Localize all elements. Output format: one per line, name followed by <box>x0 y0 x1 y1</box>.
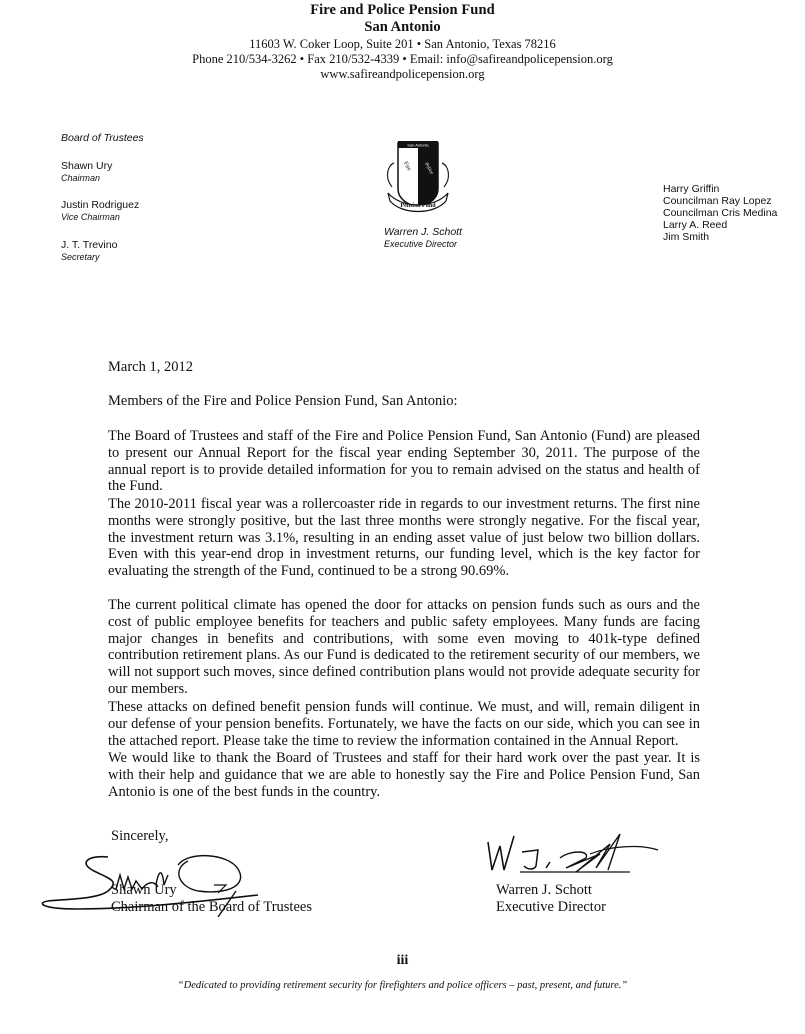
signer-title: Executive Director <box>496 899 606 915</box>
trustee-name: Harry Griffin <box>663 183 720 195</box>
trustee-name: Larry A. Reed <box>663 219 728 231</box>
letter-paragraph: The Board of Trustees and staff of the Fire and Police Pension Fund, San Antonio (Fund) are pleased to present our Annual Report for the fiscal year ending September 30, 2011. The purpose of the annual report is to provide detailed information for you to remain advised on the status and health of the Fund. <box>108 428 700 495</box>
letter-paragraph: We would like to thank the Board of Trustees and staff for their hard work over the past year. It is with their help and guidance that we are able to honestly say the Fire and Police Pension Fund, San Antonio is one of the best funds in the country. <box>108 750 700 800</box>
footer-motto: “Dedicated to providing retirement security for firefighters and police officers – past, present, and future.” <box>177 980 628 991</box>
trustee-name: Councilman Ray Lopez <box>663 195 772 207</box>
executive-director-block <box>384 226 462 250</box>
letter-paragraph: These attacks on defined benefit pension funds will continue. We must, and will, remain diligent in our defense of your pension benefits. Fortunately, we have the facts on our side, which you can see in the attached report. Please take the time to review the information contained in the Annual Report. <box>108 699 700 749</box>
board-officer <box>61 239 117 263</box>
officer-role: Secretary <box>61 252 100 262</box>
org-contact: Phone 210/534-3262 • Fax 210/532-4339 • Email: info@safireandpolicepension.org <box>192 52 613 66</box>
letter-paragraph: The current political climate has opened the door for attacks on pension funds such as ours and the cost of public employee benefits for teachers and public safety employees. Many funds are facing major changes in benefits and contributions, with some even moving to 401k-type defined contribution retirement plans. As our Fund is dedicated to the retirement security of our members, we will not support such moves, since defined contribution plans would not provide adequate security for our members. <box>108 597 700 697</box>
officer-name: Shawn Ury <box>61 160 113 172</box>
signer-title: Chairman of the Board of Trustees <box>111 899 312 915</box>
executive-director-signature <box>480 828 660 878</box>
letter-paragraph: The 2010-2011 fiscal year was a rollercoaster ride in regards to our investment returns. The first nine months were strongly positive, but the last three months were strongly negative. For the fiscal year, the investment return was 3.1%, resulting in an ending asset value of just below two billion dollars. Even with this year-end drop in investment returns, our funding level, which is the key factor for evaluating the strength of the Fund, continued to be a strong 90.69%. <box>108 496 700 580</box>
board-officer <box>61 199 139 223</box>
org-website: www.safireandpolicepension.org <box>320 67 485 81</box>
officer-role: Chairman <box>61 173 101 183</box>
org-city: San Antonio <box>364 19 441 35</box>
page-number: iii <box>396 953 409 968</box>
trustee-list <box>663 183 777 243</box>
letter-date: March 1, 2012 <box>108 359 193 375</box>
org-name: Fire and Police Pension Fund <box>310 2 495 18</box>
signer-name: Warren J. Schott <box>496 882 592 898</box>
signer-name: Shawn Ury <box>111 882 177 898</box>
officer-role: Vice Chairman <box>61 212 120 222</box>
officer-name: Justin Rodriguez <box>61 199 140 211</box>
signer-chairman <box>111 882 312 916</box>
crest-top-text: San Antonio <box>407 142 429 148</box>
signer-executive-director <box>496 882 606 916</box>
officer-name: J. T. Trevino <box>61 239 118 251</box>
executive-name: Warren J. Schott <box>384 226 463 238</box>
trustee-name: Councilman Cris Medina <box>663 207 778 219</box>
letter-closing: Sincerely, <box>111 828 169 844</box>
crest-banner-text: Pension Fund <box>400 203 436 209</box>
letter-salutation: Members of the Fire and Police Pension Fund, San Antonio: <box>108 393 458 409</box>
crest-left-text: Fire <box>401 160 412 173</box>
trustee-name: Jim Smith <box>663 231 710 243</box>
pension-fund-crest-logo <box>382 137 454 215</box>
board-officer <box>61 160 112 184</box>
org-address: 11603 W. Coker Loop, Suite 201 • San Antonio, Texas 78216 <box>249 37 556 51</box>
crest-right-text: Police <box>423 162 434 176</box>
board-heading: Board of Trustees <box>61 132 144 144</box>
executive-role: Executive Director <box>384 239 458 249</box>
